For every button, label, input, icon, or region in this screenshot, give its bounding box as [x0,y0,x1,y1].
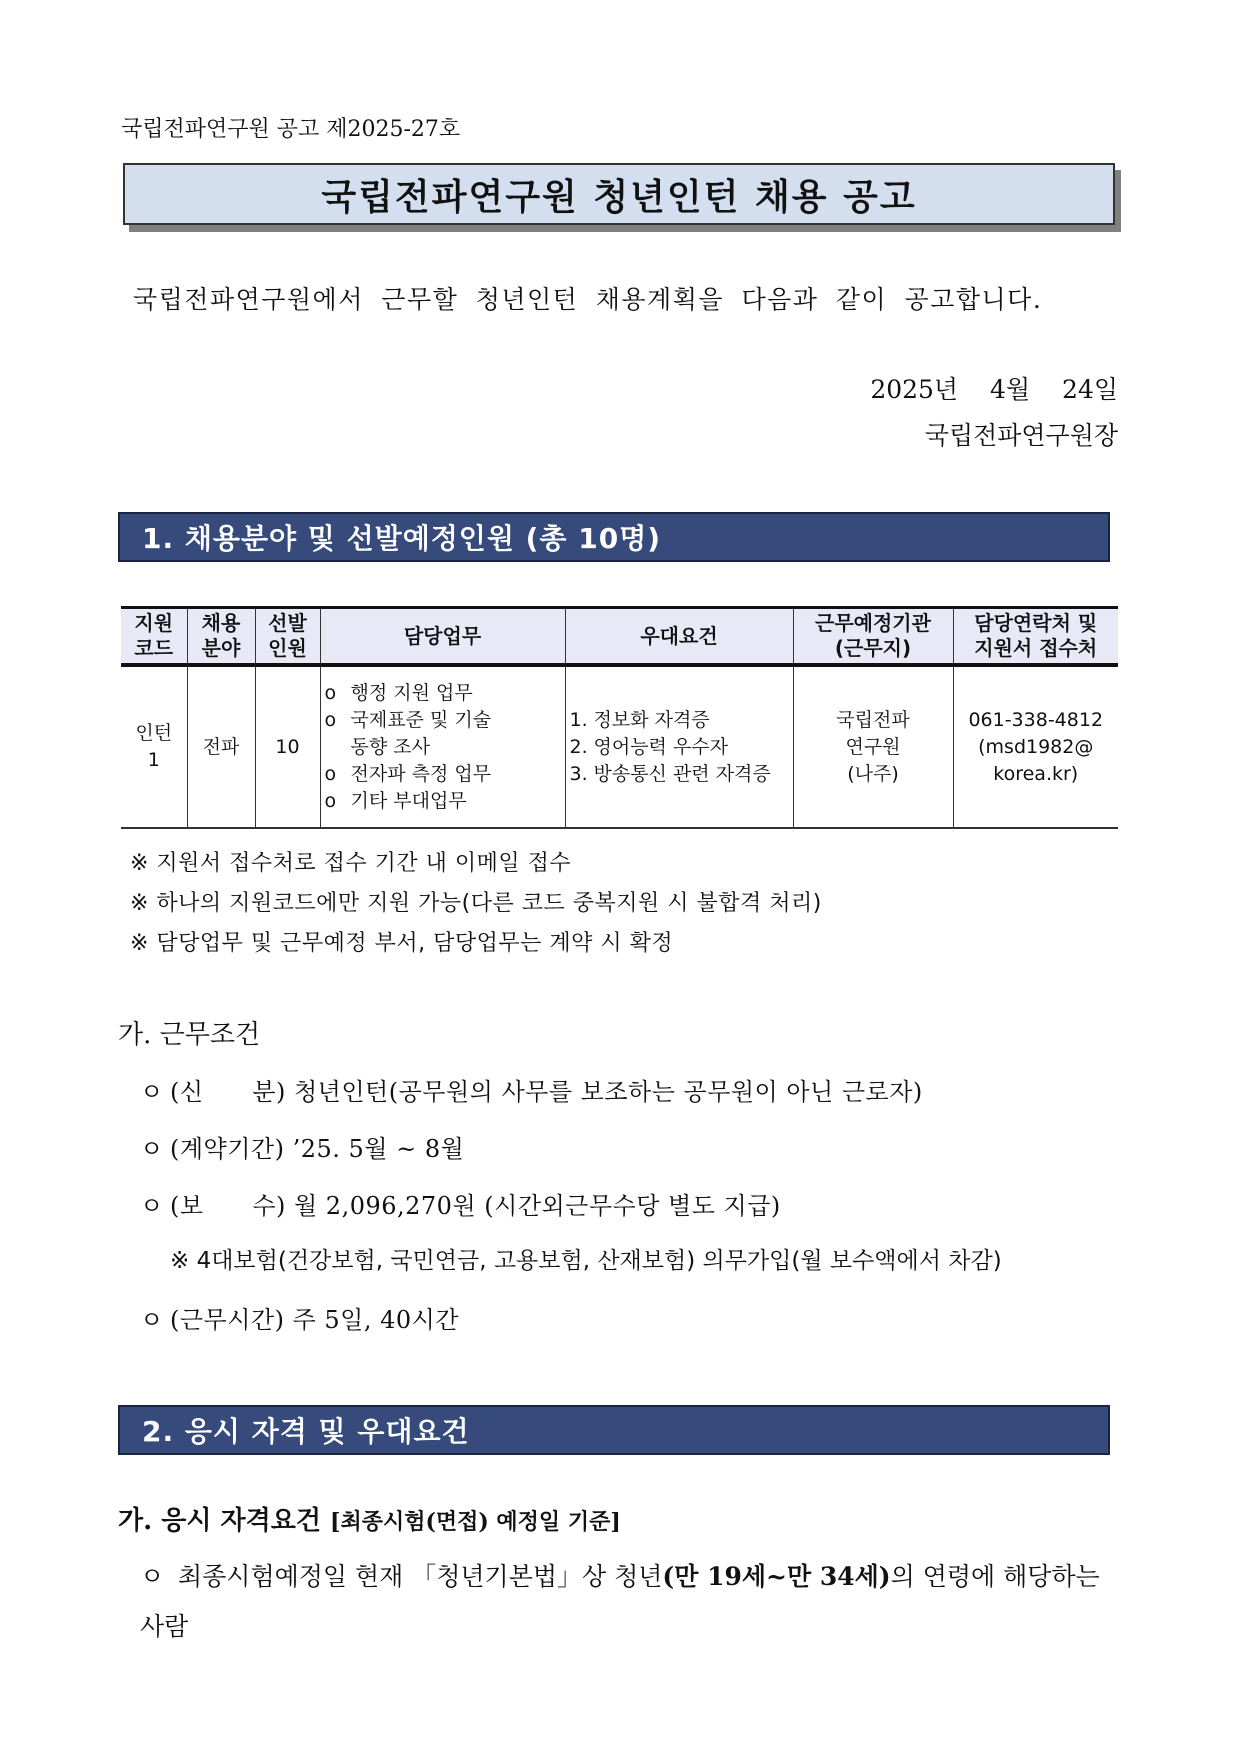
notice-number: 국립전파연구원 공고 제2025-27호 [121,117,461,142]
cell-field: 전파 [187,665,255,828]
duty-item: o 국제표준 및 기술 [324,708,492,731]
preference-item: 1. 정보화 자격증 [569,708,710,731]
insurance-note: ※ 4대보험(건강보험, 국민연금, 고용보험, 산재보험) 의무가입(월 보수액에서 차감) [170,1248,1002,1274]
col-header-duties: 담당업무 [320,608,565,666]
cell-preferences [565,665,793,828]
col-header-code: 지원 코드 [121,608,187,666]
col-header-field: 채용 분야 [187,608,255,666]
condition-salary: ㅇ (보 수) 월 2,096,270원 (시간외근무수당 별도 지급) [140,1192,781,1220]
section-1-header: 1. 채용분야 및 선발예정인원 (총 10명) [118,512,1110,562]
page-title: 국립전파연구원 청년인턴 채용 공고 [123,163,1115,225]
col-header-preferences: 우대요건 [565,608,793,666]
preference-item: 3. 방송통신 관련 자격증 [569,762,771,785]
contact-phone: 061-338-4812 [968,708,1104,731]
duty-item: o 기타 부대업무 [324,789,467,812]
cell-workplace: 국립전파 연구원 (나주) [793,665,953,828]
signer: 국립전파연구원장 [924,421,1118,450]
col-header-workplace: 근무예정기관 (근무지) [793,608,953,666]
table-header-row [121,608,1118,666]
condition-contract-period: ㅇ (계약기간) ’25. 5월 ~ 8월 [140,1135,465,1163]
intro-text: 국립전파연구원에서 근무할 청년인턴 채용계획을 다음과 같이 공고합니다. [133,285,1043,314]
condition-work-hours: ㅇ (근무시간) 주 5일, 40시간 [140,1306,460,1334]
duty-item: o 전자파 측정 업무 [324,762,492,785]
col-header-contact: 담당연락처 및 지원서 접수처 [953,608,1118,666]
recruitment-table [121,606,1118,829]
duty-item: o 행정 지원 업무 [324,681,473,704]
cell-count: 10 [255,665,320,828]
section-2-header: 2. 응시 자격 및 우대요건 [118,1405,1110,1455]
note-3: ※ 담당업무 및 근무예정 부서, 담당업무는 계약 시 확정 [130,931,674,956]
notice-date: 2025년 4월 24일 [870,375,1118,404]
cell-contact: 061-338-4812 (msd1982@ korea.kr) [953,665,1118,828]
preference-item: 2. 영어능력 우수자 [569,735,729,758]
work-conditions-title: 가. 근무조건 [118,1020,261,1050]
contact-email: (msd1982@ [978,735,1094,758]
cell-code: 인턴 1 [121,665,187,828]
condition-status: ㅇ (신 분) 청년인턴(공무원의 사무를 보조하는 공무원이 아닌 근로자) [140,1078,923,1106]
col-header-count: 선발 인원 [255,608,320,666]
qualification-item: ㅇ 최종시험예정일 현재 「청년기본법」상 청년(만 19세~만 34세)의 연령에 해당하는 사람 [140,1562,1100,1641]
cell-duties [320,665,565,828]
duty-item-continuation: 동향 조사 [350,735,430,758]
qualification-title: 가. 응시 자격요건 [최종시험(면접) 예정일 기준] [118,1506,621,1536]
note-1: ※ 지원서 접수처로 접수 기간 내 이메일 접수 [130,851,572,876]
table-row [121,665,1118,828]
note-2: ※ 하나의 지원코드에만 지원 가능(다른 코드 중복지원 시 불합격 처리) [130,891,822,916]
